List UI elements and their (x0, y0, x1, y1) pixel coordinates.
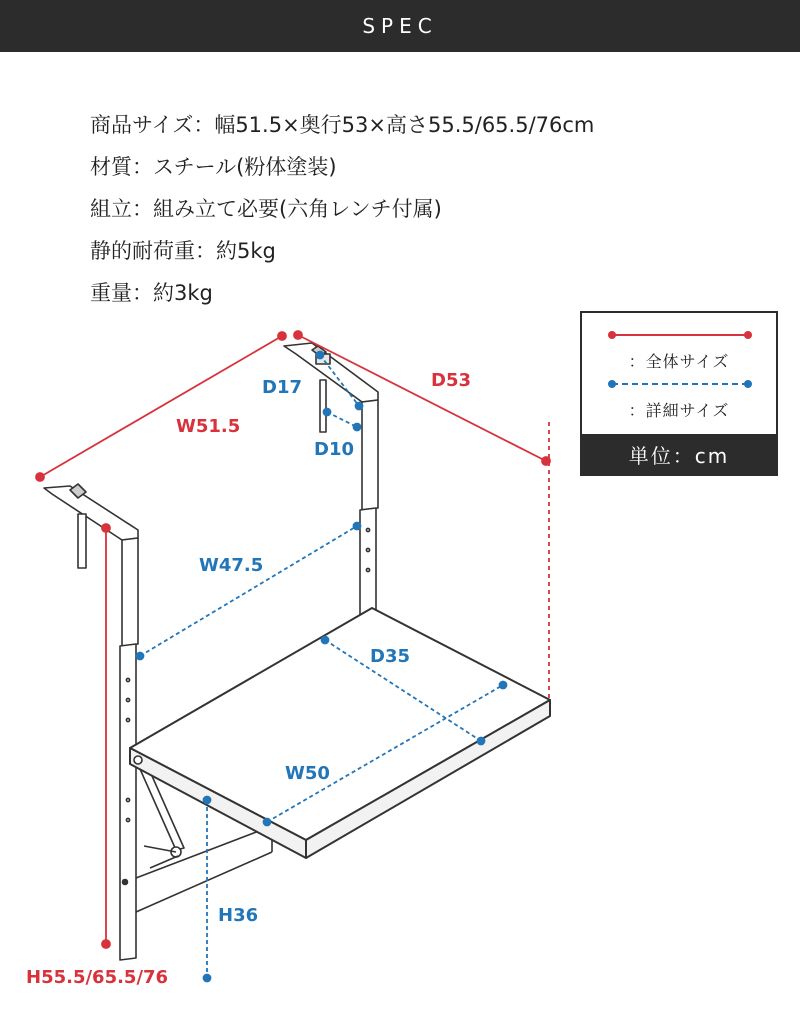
spec-assembly: 組立：組み立て必要(六角レンチ付属) (90, 197, 442, 221)
legend-unit-label: 単位：cm (582, 434, 776, 474)
header-title: SPEC (362, 14, 438, 38)
back-hook (320, 380, 326, 432)
front-post-upper (122, 538, 138, 646)
w-overall-line (40, 336, 282, 477)
h-overall-start-dot (102, 524, 110, 532)
h-shelf-label: H36 (218, 905, 259, 926)
d-overall-start-dot (294, 331, 302, 339)
dimension-legend (580, 311, 778, 476)
back-post-lower (360, 508, 376, 620)
legend-overall-label: ：全体サイズ (628, 352, 730, 371)
w-overall-end-dot (278, 332, 286, 340)
spec-weight: 重量：約3kg (90, 281, 213, 305)
spec-material: 材質：スチール(粉体塗装) (90, 155, 337, 179)
h-overall-end-dot (102, 940, 110, 948)
legend-detail-label: ：詳細サイズ (628, 401, 730, 420)
front-clamp-plate (44, 486, 138, 540)
d-hook-line (327, 412, 357, 427)
d-overall-label: D53 (431, 370, 471, 391)
back-post-upper (362, 400, 378, 510)
w-overall-start-dot (36, 473, 44, 481)
d-clamp-label: D17 (262, 377, 302, 398)
spec-load-capacity: 静的耐荷重：約5kg (90, 239, 276, 263)
shelf-drawing (44, 343, 550, 960)
bottom-frame (136, 826, 272, 912)
overall-dimensions (36, 331, 550, 948)
w-inner-label: W47.5 (199, 555, 264, 576)
shelf-board (130, 608, 550, 840)
d-shelf-label: D35 (370, 646, 410, 667)
spec-size: 商品サイズ：幅51.5×奥行53×高さ55.5/65.5/76cm (90, 113, 595, 137)
front-hook (78, 514, 86, 568)
w-overall-label: W51.5 (176, 416, 241, 437)
d-hook-label: D10 (314, 439, 354, 460)
w-shelf-label: W50 (285, 763, 330, 784)
h-overall-label: H55.5/65.5/76 (26, 967, 169, 988)
